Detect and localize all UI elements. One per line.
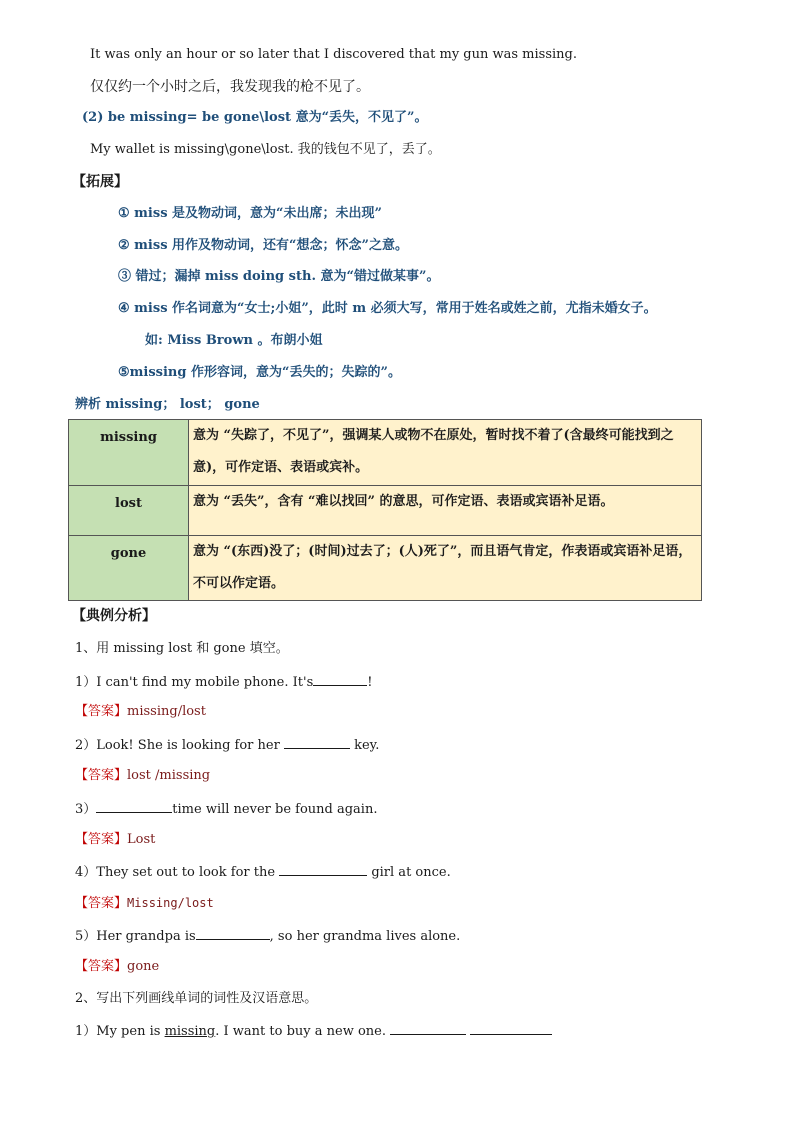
example-wallet: My wallet is missing\gone\lost. 我的钱包不见了，丢了。 xyxy=(90,142,441,157)
comparison-table xyxy=(68,419,702,601)
extension-item-5: ⑤missing 作形容词，意为“丢失的；失踪的”。 xyxy=(118,365,401,380)
question-1-title: 1、用 missing lost 和 gone 填空。 xyxy=(75,641,289,656)
question-item xyxy=(75,735,379,755)
extension-item-1: ① miss 是及物动词，意为“未出席；未出现” xyxy=(118,206,382,221)
answer-blank xyxy=(96,799,172,813)
table-definition-cell: 意为 “丢失”，含有 “难以找回” 的意思，可作定语、表语或宾语补足语。 xyxy=(189,486,702,536)
question-item xyxy=(75,862,451,882)
question-text: 4）They set out to look for the xyxy=(75,865,276,880)
table-row xyxy=(69,536,702,601)
question-text: 1）I can't find my mobile phone. It's xyxy=(75,675,314,690)
answer-value: Lost xyxy=(127,832,156,847)
question-item xyxy=(75,1021,552,1041)
table-row xyxy=(69,486,702,536)
underlined-word: missing xyxy=(164,1024,216,1039)
answer-blank xyxy=(196,926,270,940)
example-sentence-en: It was only an hour or so later that I discovered that my gun was missing. xyxy=(90,47,577,62)
table-word-cell: lost xyxy=(69,486,189,536)
extension-item-3: ③ 错过；漏掉 miss doing sth. 意为“错过做某事”。 xyxy=(118,269,440,284)
extension-item-4-example: 如: Miss Brown 。布朗小姐 xyxy=(145,333,323,348)
answer-line xyxy=(75,831,155,849)
answer-label: 【答案】 xyxy=(75,704,128,719)
question-text: . I want to buy a new one. xyxy=(215,1024,386,1039)
answer-blank xyxy=(284,735,350,749)
question-text: girl at once. xyxy=(371,865,451,880)
answer-blank xyxy=(470,1021,552,1035)
table-definition-cell: 意为 “失踪了，不见了”，强调某人或物不在原处，暂时找不着了(含最终可能找到之意)，可作定语、表语或宾补。 xyxy=(189,420,702,486)
question-text: 1）My pen is xyxy=(75,1024,161,1039)
answer-value: Missing/lost xyxy=(127,896,214,910)
question-text: 5）Her grandpa is xyxy=(75,929,196,944)
answer-line xyxy=(75,958,159,976)
table-word-cell: missing xyxy=(69,420,189,486)
answer-blank xyxy=(279,862,367,876)
question-text: ! xyxy=(367,675,373,690)
question-text: time will never be found again. xyxy=(172,802,378,817)
answer-label: 【答案】 xyxy=(75,832,128,847)
question-text: key. xyxy=(354,738,380,753)
answer-blank xyxy=(313,672,367,686)
question-text: , so her grandma lives alone. xyxy=(269,929,461,944)
answer-line xyxy=(75,703,206,721)
answer-line xyxy=(75,767,210,785)
analysis-heading: 辨析 missing； lost； gone xyxy=(75,397,260,412)
extension-heading: 【拓展】 xyxy=(72,174,128,190)
answer-label: 【答案】 xyxy=(75,896,128,911)
answer-value: lost /missing xyxy=(127,768,211,783)
question-text: 3） xyxy=(75,802,97,817)
answer-line xyxy=(75,894,214,913)
question-2-title: 2、写出下列画线单词的词性及汉语意思。 xyxy=(75,991,318,1006)
examples-heading: 【典例分析】 xyxy=(72,608,156,624)
answer-value: missing/lost xyxy=(127,704,206,719)
answer-blank xyxy=(390,1021,466,1035)
question-text: 2）Look! She is looking for her xyxy=(75,738,280,753)
extension-item-2: ② miss 用作及物动词，还有“想念；怀念”之意。 xyxy=(118,238,408,253)
table-definition-cell: 意为 “(东西)没了；(时间)过去了；(人)死了”，而且语气肯定，作表语或宾语补足语，不可以作定语。 xyxy=(189,536,702,601)
answer-label: 【答案】 xyxy=(75,959,128,974)
question-item xyxy=(75,799,377,819)
answer-label: 【答案】 xyxy=(75,768,128,783)
point-2-heading: (2) be missing= be gone\lost 意为“丢失，不见了”。 xyxy=(82,110,428,125)
table-word-cell: gone xyxy=(69,536,189,601)
example-sentence-zh: 仅仅约一个小时之后，我发现我的枪不见了。 xyxy=(90,79,370,95)
question-item xyxy=(75,672,372,692)
answer-value: gone xyxy=(127,959,160,974)
table-row xyxy=(69,420,702,486)
question-item xyxy=(75,926,460,946)
extension-item-4: ④ miss 作名词意为“女士;小姐”，此时 m 必须大写，常用于姓名或姓之前，尤指未婚女子。 xyxy=(118,301,657,316)
